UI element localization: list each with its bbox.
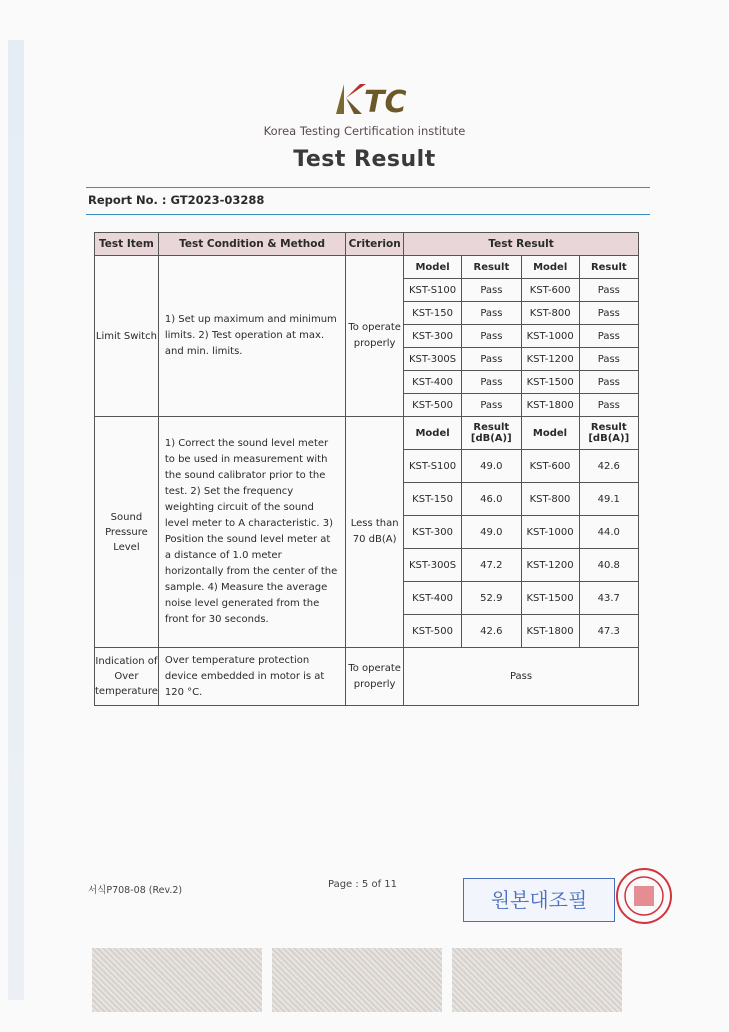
result-cell: 42.6 bbox=[579, 450, 638, 483]
model-cell: KST-500 bbox=[404, 615, 462, 648]
test-condition: 1) Set up maximum and minimum limits. 2) Test operation at max. and min. limits. bbox=[158, 256, 345, 417]
ktc-logo bbox=[330, 78, 460, 120]
result-cell: Pass bbox=[462, 394, 522, 417]
inner-header-cell: Result [dB(A)] bbox=[579, 417, 638, 450]
result-row bbox=[404, 371, 638, 394]
pattern-band bbox=[92, 948, 262, 1012]
result-cell bbox=[404, 417, 639, 648]
model-cell: KST-800 bbox=[521, 483, 579, 516]
model-cell: KST-1000 bbox=[521, 516, 579, 549]
inner-header-cell: Model bbox=[521, 417, 579, 450]
model-cell: KST-300 bbox=[404, 516, 462, 549]
original-copy-stamp: 원본대조필 bbox=[463, 878, 615, 922]
result-cell: Pass bbox=[462, 325, 522, 348]
model-cell: KST-150 bbox=[404, 483, 462, 516]
model-cell: KST-1800 bbox=[521, 615, 579, 648]
result-cell: Pass bbox=[579, 348, 638, 371]
sound-pressure-results bbox=[404, 417, 638, 647]
result-cell: Pass bbox=[579, 279, 638, 302]
table-row bbox=[95, 417, 639, 648]
model-cell: KST-800 bbox=[521, 302, 579, 325]
model-cell: KST-300S bbox=[404, 348, 462, 371]
inner-header bbox=[404, 256, 638, 279]
result-cell: 42.6 bbox=[462, 615, 521, 648]
side-watermark-strip bbox=[8, 40, 24, 1000]
result-cell: 49.1 bbox=[579, 483, 638, 516]
report-value: GT2023-03288 bbox=[170, 193, 265, 207]
page-number: Page : 5 of 11 bbox=[328, 879, 398, 890]
model-cell: KST-1800 bbox=[521, 394, 579, 417]
result-cell: Pass bbox=[597, 399, 620, 411]
result-cell: 49.0 bbox=[462, 516, 521, 549]
result-row bbox=[404, 325, 638, 348]
result-cell: 40.8 bbox=[579, 549, 638, 582]
result-cell: 44.0 bbox=[579, 516, 638, 549]
result-cell: Pass bbox=[462, 348, 522, 371]
result-cell bbox=[404, 256, 639, 417]
col-test-item: Test Item bbox=[95, 233, 159, 256]
result-cell: Pass bbox=[462, 302, 522, 325]
model-cell: KST-1200 bbox=[521, 348, 579, 371]
report-number bbox=[88, 193, 264, 207]
inner-header-cell: Result bbox=[579, 256, 638, 279]
pattern-band bbox=[452, 948, 622, 1012]
result-row bbox=[404, 394, 638, 417]
inner-header-cell: Model bbox=[404, 256, 462, 279]
result-row bbox=[404, 549, 638, 582]
col-condition: Test Condition & Method bbox=[158, 233, 345, 256]
inner-header bbox=[404, 417, 638, 450]
table-row bbox=[95, 256, 639, 417]
result-row bbox=[404, 582, 638, 615]
inner-header-cell: Result [dB(A)] bbox=[462, 417, 521, 450]
red-seal-icon bbox=[614, 866, 674, 926]
model-cell: KST-400 bbox=[404, 371, 462, 394]
result-cell: Pass bbox=[579, 302, 638, 325]
model-cell: KST-600 bbox=[521, 450, 579, 483]
result-row bbox=[404, 516, 638, 549]
model-cell: KST-S100 bbox=[404, 450, 462, 483]
model-cell: KST-300 bbox=[404, 325, 462, 348]
model-cell: KST-S100 bbox=[404, 279, 462, 302]
model-cell: KST-150 bbox=[404, 302, 462, 325]
result-cell: 47.2 bbox=[462, 549, 521, 582]
result-cell: 46.0 bbox=[462, 483, 521, 516]
security-pattern bbox=[92, 948, 652, 1012]
result-cell: 52.9 bbox=[462, 582, 521, 615]
result-cell: 47.3 bbox=[597, 625, 620, 637]
test-condition: Over temperature protection device embedded in motor is at 120 °C. bbox=[158, 648, 345, 706]
result-row bbox=[404, 615, 638, 648]
model-cell: KST-300S bbox=[404, 549, 462, 582]
form-code: 서식P708-08 (Rev.2) bbox=[88, 885, 183, 896]
result-cell: Pass bbox=[462, 279, 522, 302]
result-row bbox=[404, 483, 638, 516]
criterion: To operate properly bbox=[346, 256, 404, 417]
result-value: Pass bbox=[404, 648, 639, 706]
model-cell: KST-600 bbox=[521, 279, 579, 302]
result-cell: Pass bbox=[462, 371, 522, 394]
result-row bbox=[404, 450, 638, 483]
test-item: Indication of Over temperature bbox=[95, 648, 159, 706]
page-title: Test Result bbox=[293, 147, 436, 172]
inner-header-cell: Model bbox=[521, 256, 579, 279]
model-cell: KST-1200 bbox=[521, 549, 579, 582]
test-item: Sound Pressure Level bbox=[95, 417, 159, 648]
model-cell: KST-500 bbox=[404, 394, 462, 417]
pattern-band bbox=[272, 948, 442, 1012]
test-condition: 1) Correct the sound level meter to be used in measurement with the sound calibrator prior to the test. 2) Set the frequency weighting circuit of the sound level meter to A characteristic. 3) Position the sound level meter at a distance of 1.0 meter horizontally from the center of the sample. 4) Measure the average noise level generated from the front for 30 seconds. bbox=[158, 417, 345, 648]
result-cell: Pass bbox=[579, 371, 638, 394]
result-cell: 43.7 bbox=[579, 582, 638, 615]
table-row bbox=[95, 648, 639, 706]
test-result-table bbox=[94, 232, 639, 706]
report-label: Report No. : bbox=[88, 193, 167, 207]
institute-name: Korea Testing Certification institute bbox=[263, 124, 466, 138]
model-cell: KST-1500 bbox=[521, 371, 579, 394]
divider bbox=[86, 214, 650, 215]
result-cell: 49.0 bbox=[462, 450, 521, 483]
result-cell: Pass bbox=[579, 325, 638, 348]
criterion: To operate properly bbox=[346, 648, 404, 706]
test-item: Limit Switch bbox=[95, 256, 159, 417]
inner-header-cell: Result bbox=[462, 256, 522, 279]
model-cell: KST-400 bbox=[404, 582, 462, 615]
col-result: Test Result bbox=[404, 233, 639, 256]
criterion: Less than 70 dB(A) bbox=[346, 417, 404, 648]
table-header bbox=[95, 233, 639, 256]
result-row bbox=[404, 302, 638, 325]
model-cell: KST-1500 bbox=[521, 582, 579, 615]
result-row bbox=[404, 348, 638, 371]
limit-switch-results bbox=[404, 256, 638, 416]
divider bbox=[86, 187, 650, 188]
result-row bbox=[404, 279, 638, 302]
inner-header-cell: Model bbox=[404, 417, 462, 450]
model-cell: KST-1000 bbox=[521, 325, 579, 348]
col-criterion: Criterion bbox=[346, 233, 404, 256]
svg-text:TC: TC bbox=[364, 85, 407, 120]
